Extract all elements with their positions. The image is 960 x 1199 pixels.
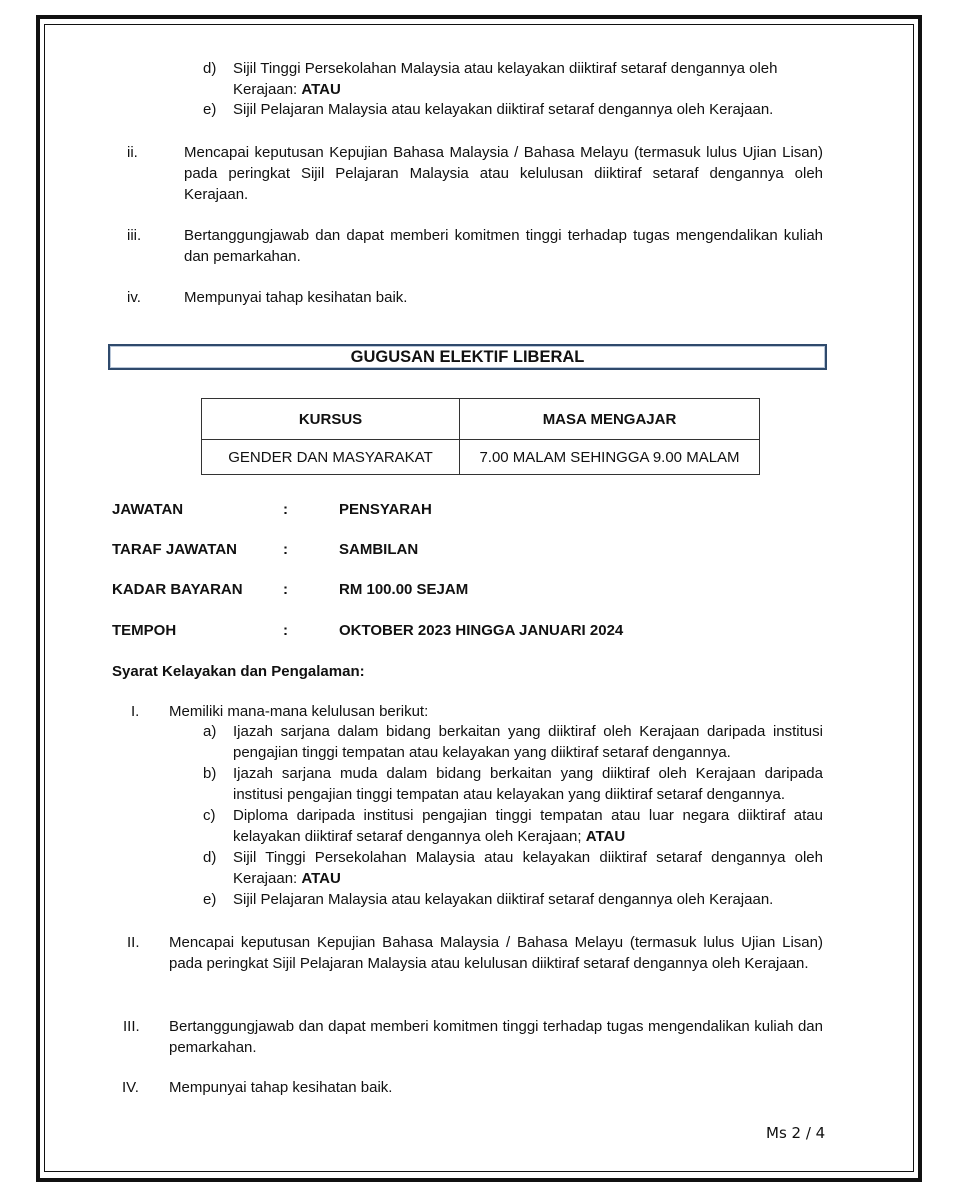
table-header: KURSUS	[202, 399, 460, 440]
list-marker: c)	[203, 807, 216, 824]
detail-label: TEMPOH	[112, 622, 177, 639]
list-item-text: Memiliki mana-mana kelulusan berikut:	[169, 703, 429, 720]
list-item-text: Mempunyai tahap kesihatan baik.	[169, 1079, 393, 1096]
detail-value: OKTOBER 2023 HINGGA JANUARI 2024	[339, 622, 624, 639]
list-item-line: Sijil Tinggi Persekolahan Malaysia atau kelayakan diiktiraf setaraf dengannya oleh Kerajaan:	[233, 849, 823, 887]
detail-label: JAWATAN	[112, 501, 184, 518]
list-item-text: Mencapai keputusan Kepujian Bahasa Malaysia / Bahasa Melayu (termasuk lulus Ujian Lisan) pada peringkat Sijil Pelajaran Malaysia atau kelulusan diiktiraf setaraf dengannya oleh Kerajaan.	[169, 934, 823, 972]
list-marker: e)	[203, 101, 217, 118]
list-marker: II.	[127, 934, 140, 951]
list-item-text: Bertanggungjawab dan dapat memberi komitmen tinggi terhadap tugas mengendalikan kuliah dan pemarkahan.	[184, 227, 823, 265]
list-marker: III.	[123, 1018, 140, 1035]
table-cell: 7.00 MALAM SEHINGGA 9.00 MALAM	[460, 440, 760, 475]
list-item-text: Ijazah sarjana dalam bidang berkaitan yang diiktiraf oleh Kerajaan daripada institusi pengajian tinggi tempatan atau kelayakan yang diiktiraf setaraf dengannya.	[233, 723, 823, 761]
list-marker: IV.	[122, 1079, 139, 1096]
list-item-text: Mencapai keputusan Kepujian Bahasa Malaysia / Bahasa Melayu (termasuk lulus Ujian Lisan) pada peringkat Sijil Pelajaran Malaysia atau kelulusan diiktiraf setaraf dengannya oleh Kerajaan.	[184, 144, 823, 203]
table-header: MASA MENGAJAR	[460, 399, 760, 440]
list-item-line: Sijil Tinggi Persekolahan Malaysia atau kelayakan diiktiraf setaraf dengannya oleh	[233, 60, 778, 77]
detail-label: KADAR BAYARAN	[112, 581, 243, 598]
course-table	[201, 398, 760, 475]
list-item-text: Sijil Pelajaran Malaysia atau kelayakan diiktiraf setaraf dengannya oleh Kerajaan.	[233, 101, 774, 118]
list-marker: iii.	[127, 227, 142, 244]
list-marker: d)	[203, 849, 217, 866]
requirements-heading: Syarat Kelayakan dan Pengalaman:	[112, 663, 365, 680]
list-item-line: Kerajaan:	[233, 81, 302, 98]
list-item-text: Bertanggungjawab dan dapat memberi komitmen tinggi terhadap tugas mengendalikan kuliah dan pemarkahan.	[169, 1018, 823, 1056]
list-item-text	[233, 847, 823, 889]
list-marker: d)	[203, 60, 217, 77]
detail-colon: :	[283, 541, 288, 558]
section-title: GUGUSAN ELEKTIF LIBERAL	[108, 344, 827, 370]
bold-keyword: ATAU	[301, 870, 341, 887]
table-header-row	[202, 399, 760, 440]
list-marker: I.	[131, 703, 140, 720]
bold-keyword: ATAU	[301, 81, 341, 98]
list-item-text	[233, 58, 823, 100]
list-item-line: Diploma daripada institusi pengajian tinggi tempatan atau luar negara diiktiraf atau kelayakan diiktiraf setaraf dengannya oleh Kerajaan;	[233, 807, 823, 845]
page-number: Ms 2 / 4	[766, 1124, 826, 1142]
list-marker: e)	[203, 891, 217, 908]
detail-colon: :	[283, 501, 288, 518]
detail-colon: :	[283, 622, 288, 639]
bold-keyword: ATAU	[585, 828, 626, 845]
list-marker: b)	[203, 765, 217, 782]
list-marker: ii.	[127, 144, 138, 161]
list-item-text: Mempunyai tahap kesihatan baik.	[184, 289, 408, 306]
list-item-text: Ijazah sarjana muda dalam bidang berkaitan yang diiktiraf oleh Kerajaan daripada institusi pengajian tinggi tempatan atau kelayakan yang diiktiraf setaraf dengannya.	[233, 765, 823, 803]
list-marker: a)	[203, 723, 217, 740]
list-item-text	[233, 805, 823, 847]
detail-colon: :	[283, 581, 288, 598]
detail-label: TARAF JAWATAN	[112, 541, 237, 558]
table-cell: GENDER DAN MASYARAKAT	[202, 440, 460, 475]
table-row	[202, 440, 760, 475]
detail-value: PENSYARAH	[339, 501, 432, 518]
list-item-text: Sijil Pelajaran Malaysia atau kelayakan diiktiraf setaraf dengannya oleh Kerajaan.	[233, 891, 774, 908]
detail-value: RM 100.00 SEJAM	[339, 581, 469, 598]
list-marker: iv.	[127, 289, 141, 306]
detail-value: SAMBILAN	[339, 541, 419, 558]
